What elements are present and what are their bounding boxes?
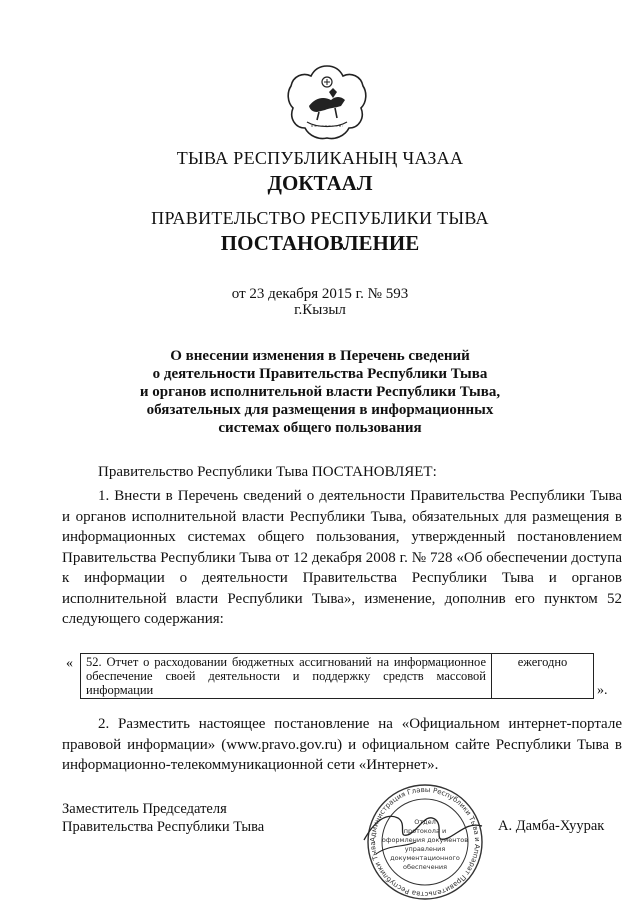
official-seal-stamp [356, 782, 494, 902]
signatory-title [62, 800, 264, 836]
quote-close: ». [597, 683, 608, 698]
seal-inner-line: документационного [390, 854, 460, 862]
coat-of-arms-emblem [285, 62, 369, 142]
paragraph-item-1: 1. Внести в Перечень сведений о деятельности Правительства Республики Тыва и органов исполнительной власти Республики Тыва, обязательных для размещения в информационных системах общего пользования, утвержденный постановлением Правительства Республики Тыва от 12 декабря 2008 г. № 728 «Об обеспечении доступа к информации о деятельности Правительства Республики Тыва и органов исполнительной власти Республики Тыва», изменение, дополнив его пунктом 52 следующего содержания: [62, 488, 622, 627]
signatory-title-line: Заместитель Председателя [62, 801, 227, 817]
header-tyva-government: ТЫВА РЕСПУБЛИКАНЫҢ ЧАЗАА [176, 148, 464, 168]
seal-inner-line: управления [404, 845, 446, 853]
signatory-name: А. Дамба-Хуурак [498, 818, 605, 834]
preamble: Правительство Республики Тыва ПОСТАНОВЛЯЕТ: [98, 464, 437, 480]
header-doktaal: ДОКТААЛ [267, 171, 373, 195]
table-row [81, 654, 594, 699]
table-cell-item: 52. Отчет о расходовании бюджетных ассигнований на информационное обеспечение своей деятельности и поддержку средств массовой информации [81, 654, 492, 699]
seal-inner-line: Отдел [414, 818, 436, 826]
header-government: ПРАВИТЕЛЬСТВО РЕСПУБЛИКИ ТЫВА [151, 208, 489, 228]
title-line: О внесении изменения в Перечень сведений [170, 348, 470, 364]
title-line: обязательных для размещения в информационных [146, 402, 494, 418]
inserted-item-table [80, 653, 594, 699]
seal-inner-line: протокола и [403, 827, 447, 835]
seal-ring-text: Администрация Главы Республики Тыва и Аппарат Правительства Республики Тыва [368, 785, 482, 899]
paragraph-item-2: 2. Разместить настоящее постановление на «Официальном интернет-портале правовой информации» (www.pravo.gov.ru) и официальном сайте Республики Тыва в информационно-телекоммуникационной сети «Интернет». [62, 716, 622, 773]
document-date-number: от 23 декабря 2015 г. № 593 [231, 286, 409, 302]
table-cell-period: ежегодно [492, 654, 594, 699]
quote-open: « [66, 656, 73, 671]
seal-inner-line: обеспечения [402, 863, 448, 871]
header-postanovlenie: ПОСТАНОВЛЕНИЕ [220, 231, 420, 255]
seal-inner-line: оформления документов [381, 836, 469, 844]
title-line: системах общего пользования [218, 420, 422, 436]
document-title [0, 347, 640, 437]
title-line: о деятельности Правительства Республики Тыва [152, 366, 488, 382]
title-line: и органов исполнительной власти Республики Тыва, [139, 384, 501, 400]
signatory-title-line: Правительства Республики Тыва [62, 819, 265, 835]
document-city: г.Кызыл [294, 302, 346, 318]
